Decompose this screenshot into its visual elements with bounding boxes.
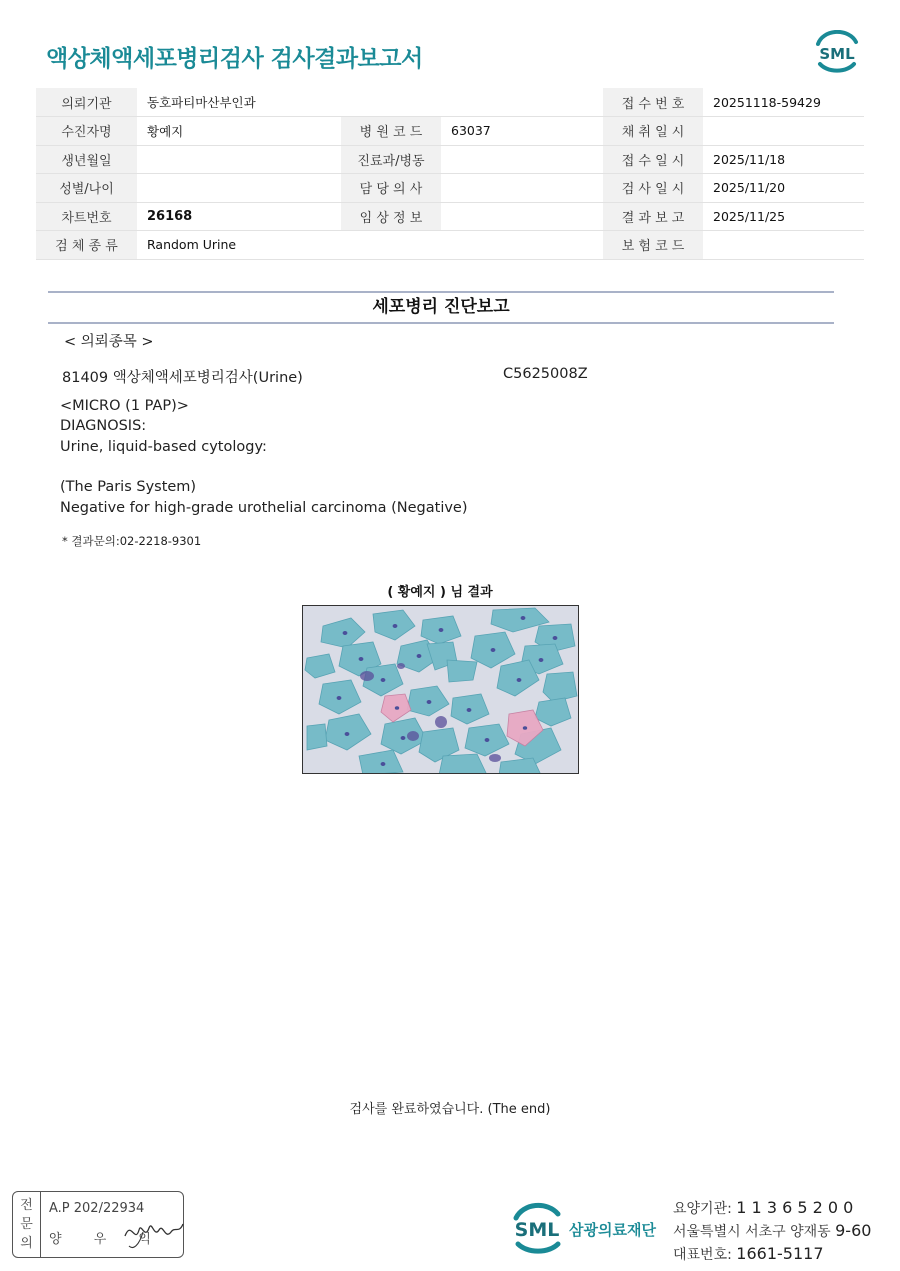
pathologist-stamp [12, 1191, 184, 1258]
signature-icon [121, 1210, 185, 1252]
diagnosis-label: DIAGNOSIS: [60, 418, 147, 434]
phone-line [673, 1244, 824, 1264]
sex-age-value [137, 174, 341, 203]
institution-code-line [673, 1198, 853, 1218]
cytology-image [302, 605, 579, 774]
table-row [36, 88, 864, 117]
test-date-label: 검 사 일 시 [603, 174, 703, 203]
paris-system-line: (The Paris System) [60, 479, 197, 495]
institution-code-value: 1 1 3 6 5 2 0 0 [736, 1198, 854, 1217]
phone-value: 1661-5117 [736, 1244, 824, 1263]
institution-code-label: 요양기관: [673, 1201, 732, 1217]
hospital-code-label: 병 원 코 드 [341, 117, 441, 146]
specimen-value: Random Urine [137, 231, 603, 260]
requesting-institution-value: 동호파티마산부인과 [137, 88, 603, 117]
chart-no-value: 26168 [137, 202, 341, 231]
address-number: 9-60 [835, 1221, 872, 1240]
table-row [36, 174, 864, 203]
patient-name-label: 수진자명 [36, 117, 137, 146]
request-item-header: < 의뢰종목 > [64, 334, 154, 350]
doctor-value [441, 174, 603, 203]
sml-logo-icon [812, 30, 862, 74]
insurance-code-value [703, 231, 864, 260]
birth-date-label: 생년월일 [36, 145, 137, 174]
table-row [36, 117, 864, 146]
stamp-side-char: 의 [20, 1236, 33, 1251]
section-divider-bottom [48, 322, 834, 324]
stamp-name: 양 우 익 [49, 1232, 165, 1247]
stamp-side-label [13, 1192, 41, 1257]
stamp-side-char: 문 [20, 1217, 33, 1232]
hospital-code-value: 63037 [441, 117, 603, 146]
report-title: 액상체액세포병리검사 검사결과보고서 [46, 46, 423, 72]
address-text: 서울특별시 서초구 양재동 [673, 1224, 831, 1240]
doctor-label: 담 당 의 사 [341, 174, 441, 203]
received-date-value: 2025/11/18 [703, 145, 864, 174]
specimen-label: 검 체 종 류 [36, 231, 137, 260]
requesting-institution-label: 의뢰기관 [36, 88, 137, 117]
department-value [441, 145, 603, 174]
sml-foundation-logo-icon [508, 1198, 566, 1256]
micro-line: <MICRO (1 PAP)> [60, 398, 189, 414]
collection-date-label: 채 취 일 시 [603, 117, 703, 146]
patient-info-table [36, 88, 864, 260]
report-date-value: 2025/11/25 [703, 202, 864, 231]
address-line [673, 1221, 871, 1241]
stamp-license-no: A.P 202/22934 [49, 1201, 145, 1216]
clinical-info-label: 임 상 정 보 [341, 202, 441, 231]
inquiry-note: * 결과문의:02-2218-9301 [62, 534, 202, 548]
test-date-value: 2025/11/20 [703, 174, 864, 203]
phone-label: 대표번호: [673, 1247, 732, 1263]
image-caption: ( 황예지 ) 님 결과 [387, 585, 493, 600]
received-date-label: 접 수 일 시 [603, 145, 703, 174]
insurance-code-label: 보 험 코 드 [603, 231, 703, 260]
department-label: 진료과/병동 [341, 145, 441, 174]
section-title: 세포병리 진단보고 [372, 297, 510, 317]
table-row [36, 145, 864, 174]
foundation-name: 삼광의료재단 [569, 1221, 656, 1239]
receipt-no-label: 접 수 번 호 [603, 88, 703, 117]
table-row [36, 231, 864, 260]
chart-no-label: 차트번호 [36, 202, 137, 231]
table-row [36, 202, 864, 231]
birth-date-value [137, 145, 341, 174]
collection-date-value [703, 117, 864, 146]
specimen-line: Urine, liquid-based cytology: [60, 439, 267, 455]
patient-name-value: 황예지 [137, 117, 341, 146]
request-item-code: C5625008Z [503, 366, 588, 382]
receipt-no-value: 20251118-59429 [703, 88, 864, 117]
clinical-info-value [441, 202, 603, 231]
stamp-side-char: 전 [20, 1198, 33, 1213]
sml-foundation-logo-text: SML [514, 1219, 560, 1241]
sex-age-label: 성별/나이 [36, 174, 137, 203]
end-text: 검사를 완료하였습니다. (The end) [349, 1102, 551, 1117]
diagnosis-result: Negative for high-grade urothelial carcinoma (Negative) [60, 500, 468, 516]
request-item-name: 81409 액상체액세포병리검사(Urine) [62, 370, 303, 386]
sml-logo-text: SML [819, 45, 855, 63]
report-date-label: 결 과 보 고 [603, 202, 703, 231]
